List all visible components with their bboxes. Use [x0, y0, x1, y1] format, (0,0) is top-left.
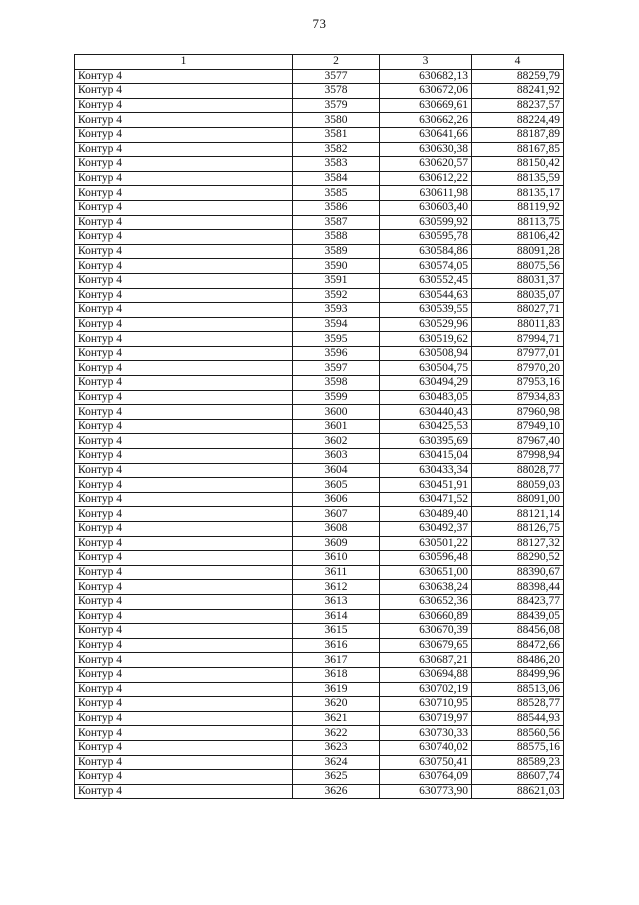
table-row [75, 186, 564, 201]
contour-name-cell: Контур 4 [75, 113, 293, 128]
point-number-cell: 3586 [293, 200, 380, 215]
point-number-cell: 3606 [293, 492, 380, 507]
table-row [75, 536, 564, 551]
y-coordinate-cell: 88439,05 [472, 609, 564, 624]
contour-name-cell: Контур 4 [75, 711, 293, 726]
y-coordinate-cell: 87934,83 [472, 390, 564, 405]
x-coordinate-cell: 630620,57 [380, 157, 472, 172]
table-row [75, 449, 564, 464]
table-row [75, 507, 564, 522]
contour-name-cell: Контур 4 [75, 784, 293, 799]
table-row [75, 230, 564, 245]
y-coordinate-cell: 87977,01 [472, 346, 564, 361]
table-row [75, 609, 564, 624]
point-number-cell: 3588 [293, 230, 380, 245]
table-row [75, 565, 564, 580]
x-coordinate-cell: 630599,92 [380, 215, 472, 230]
point-number-cell: 3599 [293, 390, 380, 405]
contour-name-cell: Контур 4 [75, 200, 293, 215]
point-number-cell: 3609 [293, 536, 380, 551]
contour-name-cell: Контур 4 [75, 303, 293, 318]
x-coordinate-cell: 630451,91 [380, 478, 472, 493]
contour-name-cell: Контур 4 [75, 230, 293, 245]
contour-name-cell: Контур 4 [75, 142, 293, 157]
x-coordinate-cell: 630679,65 [380, 638, 472, 653]
y-coordinate-cell: 88150,42 [472, 157, 564, 172]
x-coordinate-cell: 630730,33 [380, 726, 472, 741]
point-number-cell: 3616 [293, 638, 380, 653]
point-number-cell: 3618 [293, 667, 380, 682]
table-row [75, 580, 564, 595]
y-coordinate-cell: 88028,77 [472, 463, 564, 478]
table-row [75, 346, 564, 361]
table-row [75, 84, 564, 99]
table-row [75, 594, 564, 609]
x-coordinate-cell: 630584,86 [380, 244, 472, 259]
table-row [75, 244, 564, 259]
contour-name-cell: Контур 4 [75, 69, 293, 84]
table-row [75, 171, 564, 186]
x-coordinate-cell: 630519,62 [380, 332, 472, 347]
table-row [75, 755, 564, 770]
x-coordinate-cell: 630652,36 [380, 594, 472, 609]
x-coordinate-cell: 630501,22 [380, 536, 472, 551]
point-number-cell: 3610 [293, 551, 380, 566]
point-number-cell: 3612 [293, 580, 380, 595]
point-number-cell: 3626 [293, 784, 380, 799]
x-coordinate-cell: 630651,00 [380, 565, 472, 580]
contour-name-cell: Контур 4 [75, 127, 293, 142]
x-coordinate-cell: 630662,26 [380, 113, 472, 128]
y-coordinate-cell: 88621,03 [472, 784, 564, 799]
point-number-cell: 3602 [293, 434, 380, 449]
table-row [75, 317, 564, 332]
y-coordinate-cell: 88398,44 [472, 580, 564, 595]
contour-name-cell: Контур 4 [75, 478, 293, 493]
y-coordinate-cell: 88486,20 [472, 653, 564, 668]
point-number-cell: 3605 [293, 478, 380, 493]
x-coordinate-cell: 630504,75 [380, 361, 472, 376]
y-coordinate-cell: 88135,59 [472, 171, 564, 186]
contour-name-cell: Контур 4 [75, 492, 293, 507]
table-row [75, 361, 564, 376]
contour-name-cell: Контур 4 [75, 755, 293, 770]
point-number-cell: 3620 [293, 697, 380, 712]
y-coordinate-cell: 87994,71 [472, 332, 564, 347]
point-number-cell: 3604 [293, 463, 380, 478]
y-coordinate-cell: 88119,92 [472, 200, 564, 215]
x-coordinate-cell: 630740,02 [380, 740, 472, 755]
x-coordinate-cell: 630552,45 [380, 273, 472, 288]
contour-name-cell: Контур 4 [75, 332, 293, 347]
point-number-cell: 3614 [293, 609, 380, 624]
point-number-cell: 3625 [293, 770, 380, 785]
y-coordinate-cell: 88187,89 [472, 127, 564, 142]
page-number: 73 [312, 16, 327, 31]
point-number-cell: 3584 [293, 171, 380, 186]
point-number-cell: 3591 [293, 273, 380, 288]
y-coordinate-cell: 88237,57 [472, 98, 564, 113]
table-row [75, 303, 564, 318]
table-header [75, 55, 564, 70]
table-row [75, 697, 564, 712]
table-row [75, 273, 564, 288]
x-coordinate-cell: 630687,21 [380, 653, 472, 668]
table-row [75, 492, 564, 507]
contour-name-cell: Контур 4 [75, 507, 293, 522]
x-coordinate-cell: 630773,90 [380, 784, 472, 799]
x-coordinate-cell: 630425,53 [380, 419, 472, 434]
table-row [75, 667, 564, 682]
x-coordinate-cell: 630630,38 [380, 142, 472, 157]
point-number-cell: 3578 [293, 84, 380, 99]
contour-name-cell: Контур 4 [75, 346, 293, 361]
x-coordinate-cell: 630638,24 [380, 580, 472, 595]
contour-name-cell: Контур 4 [75, 449, 293, 464]
table-row [75, 288, 564, 303]
contour-name-cell: Контур 4 [75, 361, 293, 376]
table-row [75, 726, 564, 741]
contour-name-cell: Контур 4 [75, 667, 293, 682]
contour-name-cell: Контур 4 [75, 98, 293, 113]
point-number-cell: 3622 [293, 726, 380, 741]
y-coordinate-cell: 88575,16 [472, 740, 564, 755]
x-coordinate-cell: 630539,55 [380, 303, 472, 318]
table-row [75, 638, 564, 653]
y-coordinate-cell: 88528,77 [472, 697, 564, 712]
header-cell-1: 1 [75, 55, 293, 70]
table-row [75, 434, 564, 449]
y-coordinate-cell: 88241,92 [472, 84, 564, 99]
x-coordinate-cell: 630660,89 [380, 609, 472, 624]
y-coordinate-cell: 87998,94 [472, 449, 564, 464]
y-coordinate-cell: 88126,75 [472, 522, 564, 537]
point-number-cell: 3589 [293, 244, 380, 259]
point-number-cell: 3594 [293, 317, 380, 332]
table-row [75, 682, 564, 697]
x-coordinate-cell: 630719,97 [380, 711, 472, 726]
table-row [75, 405, 564, 420]
x-coordinate-cell: 630603,40 [380, 200, 472, 215]
contour-name-cell: Контур 4 [75, 390, 293, 405]
x-coordinate-cell: 630544,63 [380, 288, 472, 303]
contour-name-cell: Контур 4 [75, 770, 293, 785]
x-coordinate-cell: 630682,13 [380, 69, 472, 84]
point-number-cell: 3608 [293, 522, 380, 537]
x-coordinate-cell: 630471,52 [380, 492, 472, 507]
contour-name-cell: Контур 4 [75, 522, 293, 537]
contour-name-cell: Контур 4 [75, 609, 293, 624]
x-coordinate-cell: 630494,29 [380, 376, 472, 391]
x-coordinate-cell: 630492,37 [380, 522, 472, 537]
point-number-cell: 3603 [293, 449, 380, 464]
y-coordinate-cell: 88027,71 [472, 303, 564, 318]
x-coordinate-cell: 630764,09 [380, 770, 472, 785]
contour-name-cell: Контур 4 [75, 594, 293, 609]
y-coordinate-cell: 88127,32 [472, 536, 564, 551]
y-coordinate-cell: 88513,06 [472, 682, 564, 697]
y-coordinate-cell: 87967,40 [472, 434, 564, 449]
header-cell-3: 3 [380, 55, 472, 70]
table-row [75, 127, 564, 142]
y-coordinate-cell: 88135,17 [472, 186, 564, 201]
y-coordinate-cell: 88259,79 [472, 69, 564, 84]
y-coordinate-cell: 88224,49 [472, 113, 564, 128]
y-coordinate-cell: 88075,56 [472, 259, 564, 274]
x-coordinate-cell: 630483,05 [380, 390, 472, 405]
x-coordinate-cell: 630672,06 [380, 84, 472, 99]
y-coordinate-cell: 88167,85 [472, 142, 564, 157]
x-coordinate-cell: 630529,96 [380, 317, 472, 332]
contour-name-cell: Контур 4 [75, 171, 293, 186]
table-row [75, 478, 564, 493]
header-cell-4: 4 [472, 55, 564, 70]
coordinates-table [74, 54, 564, 799]
table-body [75, 69, 564, 799]
x-coordinate-cell: 630508,94 [380, 346, 472, 361]
point-number-cell: 3623 [293, 740, 380, 755]
point-number-cell: 3619 [293, 682, 380, 697]
x-coordinate-cell: 630611,98 [380, 186, 472, 201]
point-number-cell: 3617 [293, 653, 380, 668]
point-number-cell: 3601 [293, 419, 380, 434]
table-row [75, 711, 564, 726]
y-coordinate-cell: 88121,14 [472, 507, 564, 522]
y-coordinate-cell: 88091,00 [472, 492, 564, 507]
point-number-cell: 3593 [293, 303, 380, 318]
y-coordinate-cell: 88390,67 [472, 565, 564, 580]
x-coordinate-cell: 630750,41 [380, 755, 472, 770]
table-row [75, 259, 564, 274]
x-coordinate-cell: 630641,66 [380, 127, 472, 142]
x-coordinate-cell: 630710,95 [380, 697, 472, 712]
contour-name-cell: Контур 4 [75, 580, 293, 595]
table-row [75, 98, 564, 113]
x-coordinate-cell: 630433,34 [380, 463, 472, 478]
contour-name-cell: Контур 4 [75, 84, 293, 99]
point-number-cell: 3585 [293, 186, 380, 201]
contour-name-cell: Контур 4 [75, 317, 293, 332]
table-row [75, 653, 564, 668]
contour-name-cell: Контур 4 [75, 419, 293, 434]
contour-name-cell: Контур 4 [75, 405, 293, 420]
contour-name-cell: Контур 4 [75, 565, 293, 580]
y-coordinate-cell: 88106,42 [472, 230, 564, 245]
y-coordinate-cell: 88091,28 [472, 244, 564, 259]
table-row [75, 770, 564, 785]
point-number-cell: 3598 [293, 376, 380, 391]
y-coordinate-cell: 88031,37 [472, 273, 564, 288]
x-coordinate-cell: 630694,88 [380, 667, 472, 682]
point-number-cell: 3613 [293, 594, 380, 609]
y-coordinate-cell: 87949,10 [472, 419, 564, 434]
table-row [75, 419, 564, 434]
contour-name-cell: Контур 4 [75, 259, 293, 274]
y-coordinate-cell: 88499,96 [472, 667, 564, 682]
point-number-cell: 3624 [293, 755, 380, 770]
point-number-cell: 3596 [293, 346, 380, 361]
contour-name-cell: Контур 4 [75, 157, 293, 172]
table-row [75, 332, 564, 347]
point-number-cell: 3615 [293, 624, 380, 639]
point-number-cell: 3583 [293, 157, 380, 172]
x-coordinate-cell: 630669,61 [380, 98, 472, 113]
contour-name-cell: Контур 4 [75, 463, 293, 478]
y-coordinate-cell: 88113,75 [472, 215, 564, 230]
x-coordinate-cell: 630489,40 [380, 507, 472, 522]
table-row [75, 624, 564, 639]
table-row [75, 69, 564, 84]
header-row [75, 55, 564, 70]
point-number-cell: 3579 [293, 98, 380, 113]
contour-name-cell: Контур 4 [75, 624, 293, 639]
x-coordinate-cell: 630702,19 [380, 682, 472, 697]
point-number-cell: 3607 [293, 507, 380, 522]
table-row [75, 215, 564, 230]
table-row [75, 740, 564, 755]
table-row [75, 142, 564, 157]
contour-name-cell: Контур 4 [75, 697, 293, 712]
x-coordinate-cell: 630574,05 [380, 259, 472, 274]
x-coordinate-cell: 630670,39 [380, 624, 472, 639]
y-coordinate-cell: 88607,74 [472, 770, 564, 785]
y-coordinate-cell: 88560,56 [472, 726, 564, 741]
y-coordinate-cell: 87953,16 [472, 376, 564, 391]
x-coordinate-cell: 630596,48 [380, 551, 472, 566]
point-number-cell: 3580 [293, 113, 380, 128]
table-row [75, 522, 564, 537]
point-number-cell: 3592 [293, 288, 380, 303]
x-coordinate-cell: 630440,43 [380, 405, 472, 420]
contour-name-cell: Контур 4 [75, 551, 293, 566]
contour-name-cell: Контур 4 [75, 536, 293, 551]
contour-name-cell: Контур 4 [75, 186, 293, 201]
contour-name-cell: Контур 4 [75, 653, 293, 668]
table-row [75, 551, 564, 566]
contour-name-cell: Контур 4 [75, 376, 293, 391]
contour-name-cell: Контур 4 [75, 288, 293, 303]
x-coordinate-cell: 630415,04 [380, 449, 472, 464]
table-row [75, 200, 564, 215]
contour-name-cell: Контур 4 [75, 273, 293, 288]
contour-name-cell: Контур 4 [75, 682, 293, 697]
table-row [75, 390, 564, 405]
contour-name-cell: Контур 4 [75, 434, 293, 449]
y-coordinate-cell: 88472,66 [472, 638, 564, 653]
y-coordinate-cell: 87970,20 [472, 361, 564, 376]
point-number-cell: 3577 [293, 69, 380, 84]
x-coordinate-cell: 630612,22 [380, 171, 472, 186]
y-coordinate-cell: 88589,23 [472, 755, 564, 770]
point-number-cell: 3611 [293, 565, 380, 580]
point-number-cell: 3587 [293, 215, 380, 230]
y-coordinate-cell: 88544,93 [472, 711, 564, 726]
point-number-cell: 3597 [293, 361, 380, 376]
point-number-cell: 3621 [293, 711, 380, 726]
contour-name-cell: Контур 4 [75, 740, 293, 755]
y-coordinate-cell: 88423,77 [472, 594, 564, 609]
point-number-cell: 3590 [293, 259, 380, 274]
contour-name-cell: Контур 4 [75, 244, 293, 259]
y-coordinate-cell: 88059,03 [472, 478, 564, 493]
point-number-cell: 3595 [293, 332, 380, 347]
x-coordinate-cell: 630595,78 [380, 230, 472, 245]
y-coordinate-cell: 87960,98 [472, 405, 564, 420]
table-row [75, 157, 564, 172]
contour-name-cell: Контур 4 [75, 726, 293, 741]
y-coordinate-cell: 88290,52 [472, 551, 564, 566]
table-row [75, 376, 564, 391]
point-number-cell: 3600 [293, 405, 380, 420]
header-cell-2: 2 [293, 55, 380, 70]
y-coordinate-cell: 88456,08 [472, 624, 564, 639]
x-coordinate-cell: 630395,69 [380, 434, 472, 449]
y-coordinate-cell: 88035,07 [472, 288, 564, 303]
contour-name-cell: Контур 4 [75, 638, 293, 653]
table-row [75, 784, 564, 799]
contour-name-cell: Контур 4 [75, 215, 293, 230]
point-number-cell: 3582 [293, 142, 380, 157]
point-number-cell: 3581 [293, 127, 380, 142]
table-row [75, 113, 564, 128]
table-row [75, 463, 564, 478]
y-coordinate-cell: 88011,83 [472, 317, 564, 332]
